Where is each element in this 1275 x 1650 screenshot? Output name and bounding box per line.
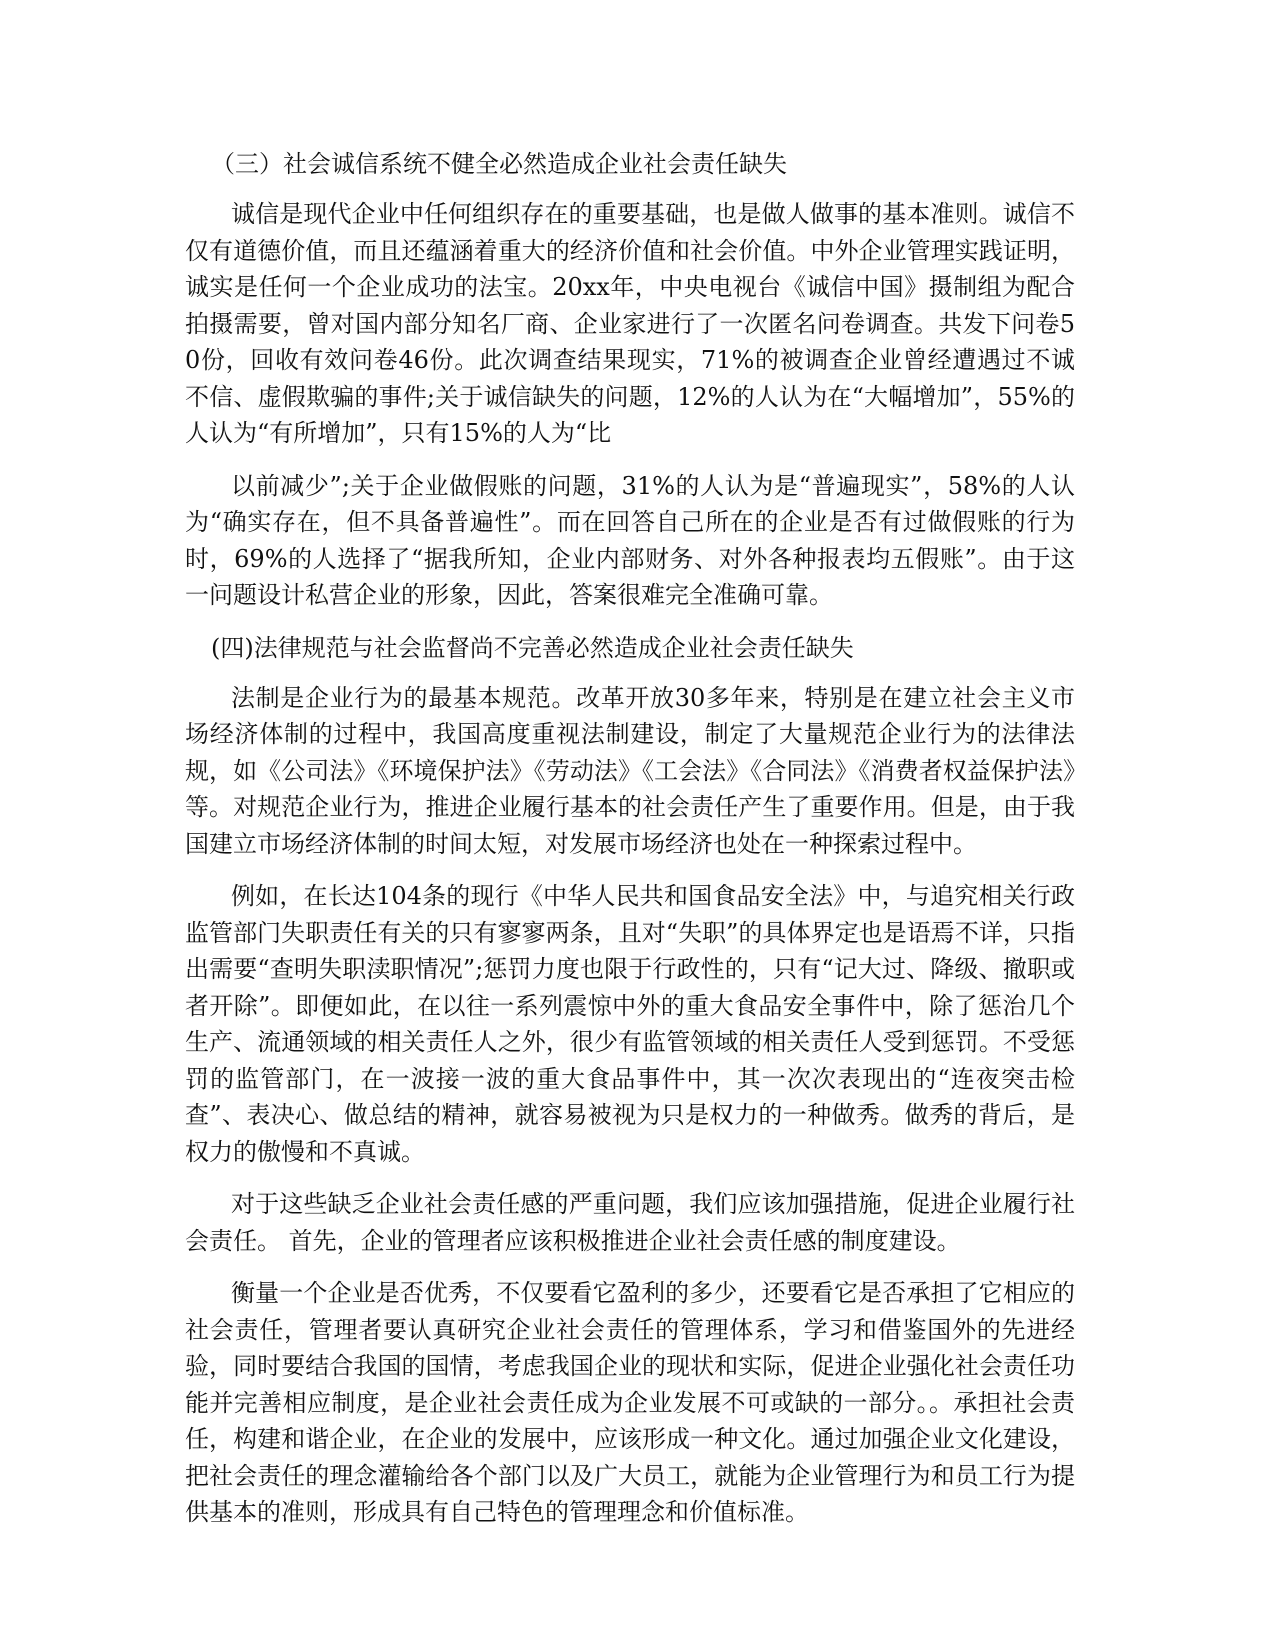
paragraph-evaluation: 衡量一个企业是否优秀，不仅要看它盈利的多少，还要看它是否承担了它相应的社会责任，管理者要认真研究企业社会责任的管理体系，学习和借鉴国外的先进经验，同时要结合我国的国情，考虑我国企业的现状和实际，促进企业强化社会责任功能并完善相应制度，是企业社会责任成为企业发展不可或缺的一部分。。承担社会责任，构建和谐企业，在企业的发展中，应该形成一种文化。通过加强企业文化建设，把社会责任的理念灌输给各个部门以及广大员工，就能为企业管理行为和员工行为提供基本的准则，形成具有自己特色的管理理念和价值标准。 [185, 1279, 1075, 1526]
paragraph-measures: 对于这些缺乏企业社会责任感的严重问题，我们应该加强措施，促进企业履行社会责任。 首先，企业的管理者应该积极推进企业社会责任感的制度建设。 [185, 1190, 1075, 1255]
paragraph-integrity: 诚信是现代企业中任何组织存在的重要基础，也是做人做事的基本准则。诚信不仅有道德价值，而且还蕴涵着重大的经济价值和社会价值。中外企业管理实践证明，诚实是任何一个企业成功的法宝。20xx年，中央电视台《诚信中国》摄制组为配合拍摄需要，曾对国内部分知名厂商、企业家进行了一次匿名问卷调查。共发下问卷50份，回收有效问卷46份。此次调查结果现实，71%的被调查企业曾经遭遇过不诚不信、虚假欺骗的事件;关于诚信缺失的问题，12%的人认为在“大幅增加”，55%的人认为“有所增加”，只有15%的人为“比 [185, 200, 1075, 447]
paragraph-food-safety-example: 例如，在长达104条的现行《中华人民共和国食品安全法》中，与追究相关行政监管部门失职责任有关的只有寥寥两条，且对“失职”的具体界定也是语焉不详，只指出需要“查明失职渎职情况”;惩罚力度也限于行政性的，只有“记大过、降级、撤职或者开除”。即便如此，在以往一系列震惊中外的重大食品安全事件中，除了惩治几个生产、流通领域的相关责任人之外，很少有监管领域的相关责任人受到惩罚。不受惩罚的监管部门，在一波接一波的重大食品事件中，其一次次表现出的“连夜突击检查”、表决心、做总结的精神，就容易被视为只是权力的一种做秀。做秀的背后，是权力的傲慢和不真诚。 [185, 882, 1075, 1166]
paragraph-false-accounts: 以前减少”;关于企业做假账的问题，31%的人认为是“普遍现实”，58%的人认为“确实存在，但不具备普遍性”。而在回答自己所在的企业是否有过做假账的行为时，69%的人选择了“据我所知，企业内部财务、对外各种报表均五假账”。由于这一问题设计私营企业的形象，因此，答案很难完全准确可靠。 [185, 471, 1075, 609]
paragraph-legal-system: 法制是企业行为的最基本规范。改革开放30多年来，特别是在建立社会主义市场经济体制的过程中，我国高度重视法制建设，制定了大量规范企业行为的法律法规，如《公司法》《环境保护法》《劳动法》《工会法》《合同法》《消费者权益保护法》等。对规范企业行为，推进企业履行基本的社会责任产生了重要作用。但是，由于我国建立市场经济体制的时间太短，对发展市场经济也处在一种探索过程中。 [185, 683, 1075, 858]
section-heading-3: （三）社会诚信系统不健全必然造成企业社会责任缺失 [211, 150, 787, 178]
section-heading-4: (四)法律规范与社会监督尚不完善必然造成企业社会责任缺失 [211, 633, 854, 662]
